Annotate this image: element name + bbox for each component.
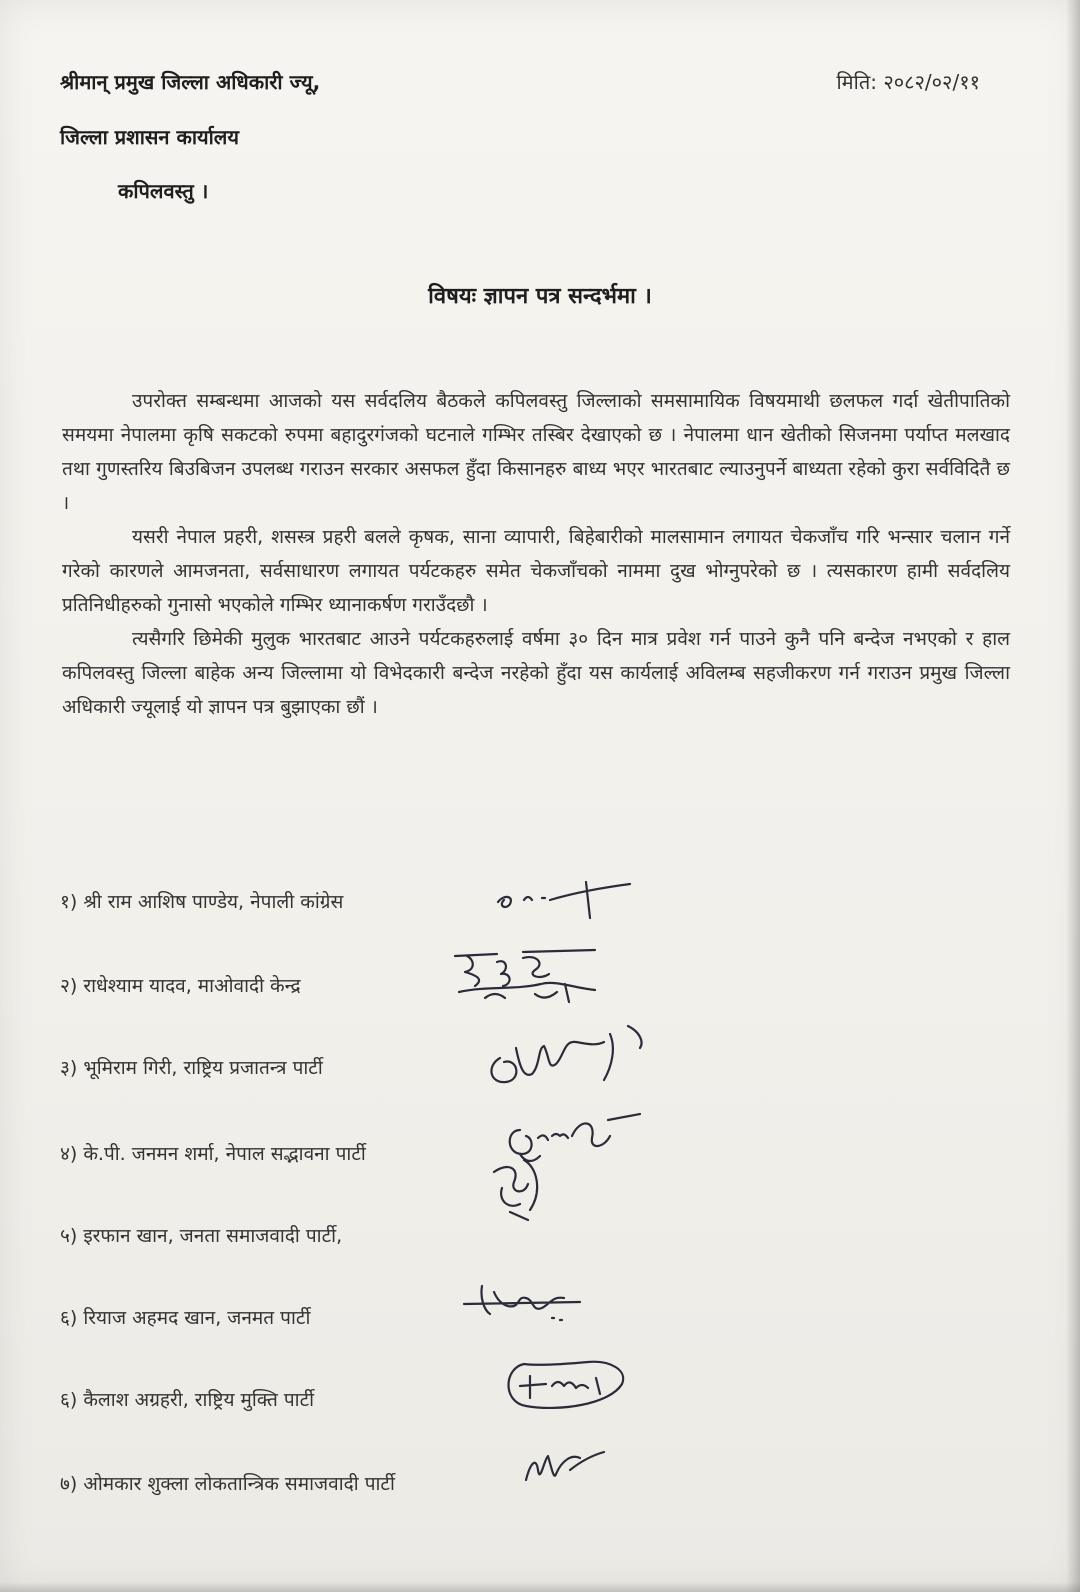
signatory-row-1: [60, 880, 680, 920]
signature-3: [480, 1018, 660, 1094]
body-paragraph-3: त्यसैगरि छिमेकी मुलुक भारतबाट आउने पर्यटकहरुलाई वर्षमा ३० दिन मात्र प्रवेश गर्न पाउने कुनै पनि बन्देज नभएको र हाल कपिलवस्तु जिल्ला बाहेक अन्य जिल्लामा यो विभेदकारी बन्देज नरहेको हुँदा यस कार्यलाई अविलम्ब सहजीकरण गर्न गराउन प्रमुख जिल्ला अधिकारी ज्यूलाई यो ज्ञापन पत्र बुझाएका छौं ।: [62, 628, 1010, 718]
signatory-name: ७) ओमकार शुक्ला लोकतान्त्रिक समाजवादी पार्टी: [60, 1473, 395, 1495]
signatory-row-7: [60, 1378, 680, 1418]
signatory-row-5: [60, 1214, 680, 1254]
signatory-name: ६) कैलाश अग्रहरी, राष्ट्रिय मुक्ति पार्टी: [60, 1389, 315, 1411]
signatory-name: २) राधेश्याम यादव, माओवादी केन्द्र: [60, 975, 301, 997]
signatory-name: ४) के.पी. जनमन शर्मा, नेपाल सद्भावना पार्टी: [60, 1143, 366, 1165]
body-paragraph-1: उपरोक्त सम्बन्धमा आजको यस सर्वदलिय बैठकले कपिलवस्तु जिल्लाको समसामायिक विषयमाथी छलफल गर्दा खेतीपातिको समयमा नेपालमा कृषि सकटको रुपमा बहादुरगंजको घटनाले गम्भिर तस्बिर देखाएको छ । नेपालमा धान खेतीको सिजनमा पर्याप्त मलखाद तथा गुणस्तरिय बिउबिजन उपलब्ध गराउन सरकार असफल हुँदा किसानहरु बाध्य भएर भारतबाट ल्याउनुपर्ने बाध्यता रहेको कुरा सर्वविदितै छ ।: [62, 390, 1010, 514]
signature-7: [500, 1354, 640, 1418]
letter-body: [62, 384, 1010, 724]
signatory-row-8: [60, 1462, 680, 1502]
body-paragraph-2: यसरी नेपाल प्रहरी, शसस्त्र प्रहरी बलले कृषक, साना व्यापारी, बिहेबारीको मालसामान लगायत चेकजाँच गरि भन्सार चलान गर्ने गरेको कारणले आमजनता, सर्वसाधारण लगायत पर्यटकहरु समेत चेकजाँचको नाममा दुख भोग्नुपरेको छ । त्यसकारण हामी सर्वदलिय प्रतिनिधीहरुको गुनासो भएकोले गम्भिर ध्यानाकर्षण गराउँदछौ ।: [62, 526, 1010, 616]
signatory-name: ३) भूमिराम गिरी, राष्ट्रिय प्रजातन्त्र पार्टी: [60, 1057, 323, 1079]
page-edge-shadow-right: [1066, 0, 1080, 1592]
signatory-row-3: [60, 1046, 680, 1086]
signatory-name: ६) रियाज अहमद खान, जनमत पार्टी: [60, 1307, 311, 1329]
signatory-row-2: [60, 964, 680, 1004]
addressee-line-2: जिल्ला प्रशासन कार्यालय: [60, 125, 239, 149]
signatory-row-6: [60, 1296, 680, 1336]
signature-5: [480, 1148, 560, 1228]
signature-6: [460, 1278, 590, 1334]
letter-date: मिति: २०८२/०२/११: [836, 70, 980, 94]
signatory-name: ५) इरफान खान, जनता समाजवादी पार्टी,: [60, 1225, 343, 1247]
signature-2: [445, 940, 615, 1020]
addressee-line-3: कपिलवस्तु ।: [118, 179, 209, 203]
signatory-name: १) श्री राम आशिष पाण्डेय, नेपाली कांग्रेस: [60, 891, 344, 913]
signature-8: [520, 1440, 610, 1496]
signatory-row-4: [60, 1132, 680, 1172]
letter-subject: विषयः ज्ञापन पत्र सन्दर्भमा ।: [428, 284, 652, 309]
page-edge-shadow-bottom: [0, 1582, 1080, 1592]
addressee-line-1: श्रीमान् प्रमुख जिल्ला अधिकारी ज्यू,: [60, 70, 321, 94]
signature-1: [490, 874, 640, 924]
